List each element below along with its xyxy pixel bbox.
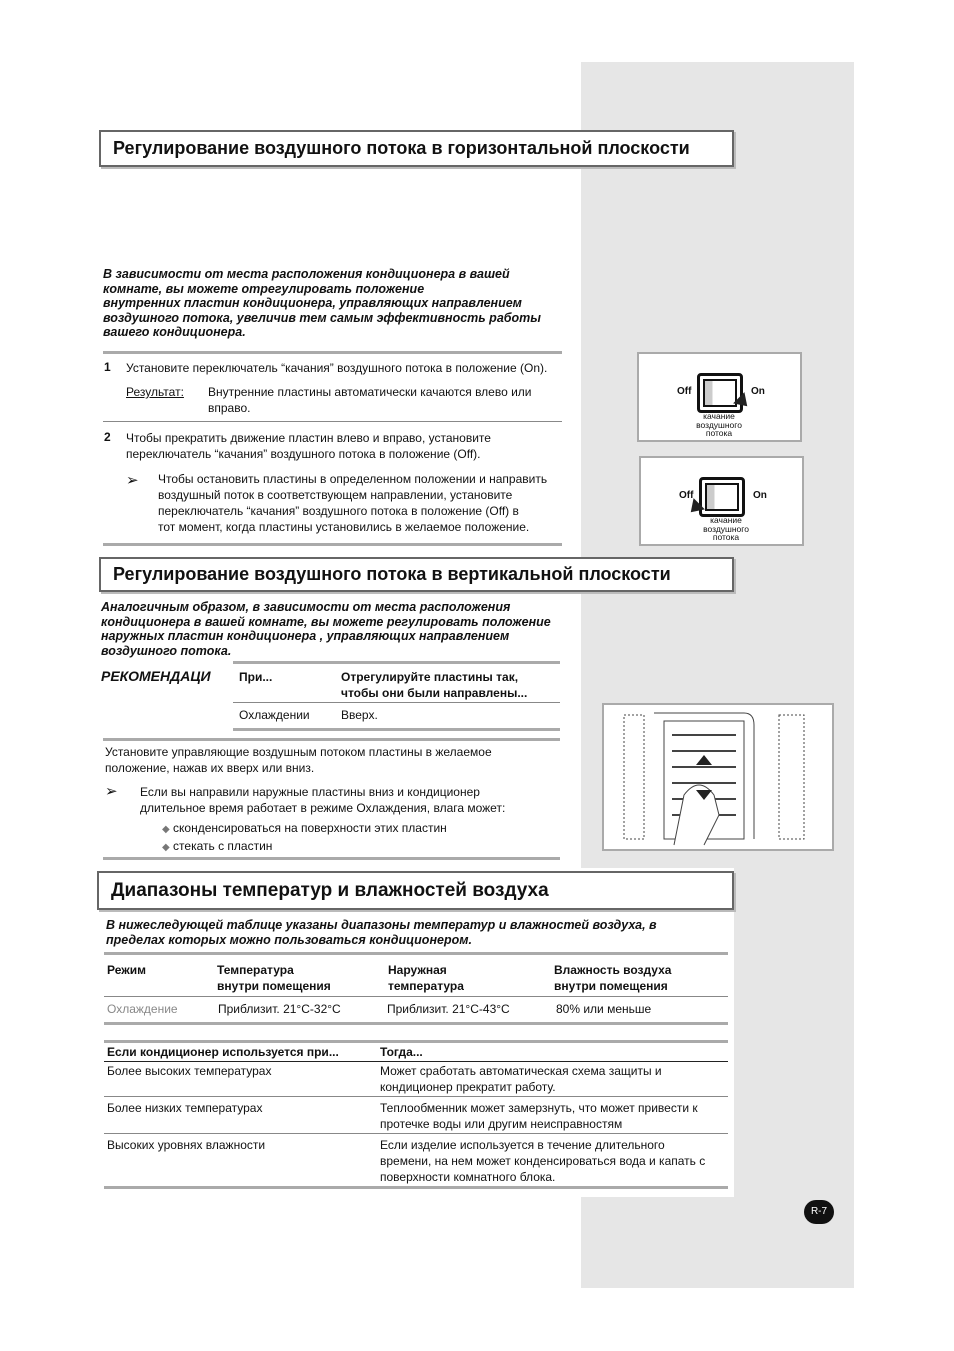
- line: воздушного: [703, 523, 749, 534]
- line: качание: [703, 411, 735, 421]
- line: кондиционера в вашей комнате, вы можете регулировать положение: [101, 614, 551, 629]
- line: кондиционер прекратит работу.: [380, 1080, 556, 1094]
- header-mode: Режим: [107, 963, 146, 977]
- line: чтобы они были направлены...: [341, 686, 528, 700]
- line: внутри помещения: [554, 979, 668, 993]
- air-conditioner-louvers-illustration: [604, 705, 832, 849]
- divider: [104, 1061, 728, 1062]
- title-text: Регулирование воздушного потока в горизонтальной плоскости: [113, 138, 690, 158]
- line: Влажность воздуха: [554, 963, 672, 977]
- bullet-item: [162, 838, 447, 856]
- note-text: [140, 784, 505, 816]
- line: вашего кондиционера.: [103, 325, 246, 340]
- step-number: 1: [104, 360, 111, 374]
- cell-condition: Более высоких температурах: [107, 1064, 272, 1078]
- swing-switch-off-figure: [639, 456, 804, 546]
- divider: [233, 728, 560, 731]
- bullet-text: стекать с пластин: [173, 839, 273, 853]
- rec-cell-mode: Охлаждении: [239, 708, 310, 722]
- line: тот момент, когда пластины установились в желаемое положение.: [158, 520, 530, 534]
- divider: [104, 1022, 728, 1025]
- cell-indoor: Приблизит. 21°C-32°C: [218, 1002, 341, 1016]
- line: Аналогичным образом, в зависимости от места расположения: [101, 600, 511, 614]
- result-text: [208, 384, 532, 416]
- arrow-pointer-icon: ➢: [105, 783, 118, 800]
- step-number: 2: [104, 430, 111, 444]
- cell-result: [380, 1100, 698, 1132]
- line: вправо.: [208, 401, 251, 415]
- off-label: Off: [679, 490, 694, 501]
- line: внутренних пластин кондиционера, управляющих направлением: [103, 296, 522, 311]
- louver-adjust-figure: [602, 703, 834, 851]
- on-label: On: [751, 386, 765, 397]
- title-text: Диапазоны температур и влажностей воздуха: [111, 879, 549, 901]
- divider: [103, 421, 562, 422]
- switch-caption: [696, 516, 756, 542]
- line: Наружная: [388, 963, 447, 977]
- line: Если вы направили наружные пластины вниз и кондиционер: [140, 785, 480, 799]
- result-label: Результат:: [126, 385, 184, 399]
- line: комнате, вы можете отрегулировать положение: [103, 281, 425, 296]
- swing-switch-icon: [699, 477, 745, 517]
- section-title-horizontal: [99, 130, 734, 167]
- line: Может сработать автоматическая схема защиты и: [380, 1064, 662, 1078]
- line: Теплообменник может замерзнуть, что может привести к: [380, 1101, 698, 1115]
- diamond-bullet-icon: ◆: [162, 824, 170, 835]
- line: В зависимости от места расположения кондиционера в вашей: [103, 267, 510, 281]
- line: Установите управляющие воздушным потоком пластины в желаемое: [105, 745, 492, 759]
- diamond-bullet-icon: ◆: [162, 842, 170, 853]
- line: переключатель “качания” воздушного потока в положение (Off) в: [158, 504, 519, 518]
- arrow-pointer-icon: ➢: [126, 472, 139, 489]
- rec-header-when: При...: [239, 670, 273, 684]
- line: длительное время работает в режиме Охлаждения, влага может:: [140, 801, 506, 815]
- title-text: Регулирование воздушного потока в вертикальной плоскости: [113, 564, 671, 584]
- line: потока: [712, 532, 740, 542]
- cell-outdoor: Приблизит. 21°C-43°C: [387, 1002, 510, 1016]
- bullet-list: [162, 820, 447, 856]
- line: поверхности комнатного блока.: [380, 1170, 556, 1184]
- line: Отрегулируйте пластины так,: [341, 670, 519, 684]
- line: протечке воды или другим неисправностям: [380, 1117, 623, 1131]
- cell-humidity: 80% или меньше: [556, 1002, 652, 1016]
- line: Температура: [217, 963, 294, 977]
- divider: [104, 1096, 728, 1097]
- on-label: On: [753, 490, 767, 501]
- line: Внутренние пластины автоматически качаются влево или: [208, 385, 532, 399]
- line: переключатель “качания” воздушного потока в положение (Off).: [126, 447, 481, 461]
- section-title-vertical: [99, 557, 734, 592]
- line: температура: [388, 979, 464, 993]
- line: времени, на нем может конденсироваться вода и капать с: [380, 1154, 706, 1168]
- line: воздушного: [696, 419, 742, 430]
- line: воздушного потока, увеличив тем самым эффективность работы: [103, 310, 541, 325]
- line: наружных пластин кондиционера , управляющих направлением: [101, 629, 510, 644]
- divider: [104, 1186, 728, 1189]
- cell-mode: Охлаждение: [107, 1002, 178, 1016]
- line: положение, нажав их вверх или вниз.: [105, 761, 315, 775]
- divider: [104, 1040, 728, 1043]
- line: пределах которых можно пользоваться кондиционером.: [106, 932, 472, 947]
- header-indoor-temp: [217, 962, 331, 994]
- divider: [103, 543, 562, 546]
- line: Чтобы прекратить движение пластин влево и вправо, установите: [126, 431, 491, 445]
- page-number: R-7: [804, 1200, 834, 1224]
- intro-ranges: [106, 918, 657, 947]
- cell-condition: Более низких температурах: [107, 1101, 263, 1115]
- divider: [104, 1133, 728, 1134]
- line: В нижеследующей таблице указаны диапазоны температур и влажностей воздуха, в: [106, 918, 657, 932]
- section-title-ranges: [97, 871, 734, 910]
- off-label: Off: [677, 386, 692, 397]
- rec-cell-direction: Вверх.: [341, 708, 378, 722]
- rec-header-adjust: [341, 669, 527, 701]
- step-1-text: Установите переключатель “качания” воздушного потока в положение (On).: [126, 361, 548, 375]
- divider: [233, 702, 560, 703]
- intro-horizontal: [103, 267, 541, 340]
- header-result: Тогда...: [380, 1045, 423, 1059]
- swing-switch-on-figure: [637, 352, 802, 442]
- switch-caption: [689, 412, 749, 438]
- divider: [104, 952, 728, 955]
- divider: [103, 738, 560, 741]
- bullet-text: сконденсироваться на поверхности этих пластин: [173, 821, 447, 835]
- line: воздушного потока.: [101, 643, 232, 658]
- divider: [103, 351, 562, 354]
- divider: [233, 661, 560, 664]
- line: воздушный поток в соответствующем направлении, установите: [158, 488, 513, 502]
- cell-result: [380, 1137, 705, 1185]
- line: качание: [710, 515, 742, 525]
- divider: [103, 857, 560, 860]
- cell-result: [380, 1063, 662, 1095]
- instruction-text: [105, 744, 492, 776]
- note-text: [158, 471, 547, 535]
- cell-condition: Высоких уровнях влажности: [107, 1138, 266, 1152]
- intro-vertical: [101, 600, 551, 658]
- header-outdoor-temp: [388, 962, 464, 994]
- line: Если изделие используется в течение длительного: [380, 1138, 665, 1152]
- line: Чтобы остановить пластины в определенном положении и направить: [158, 472, 548, 486]
- bullet-item: [162, 820, 447, 838]
- divider: [104, 996, 728, 997]
- header-humidity: [554, 962, 671, 994]
- step-2-text: [126, 430, 491, 462]
- line: потока: [705, 428, 733, 438]
- header-condition: Если кондиционер используется при...: [107, 1045, 339, 1059]
- recommendations-label: РЕКОМЕНДАЦИ: [101, 668, 211, 684]
- line: внутри помещения: [217, 979, 331, 993]
